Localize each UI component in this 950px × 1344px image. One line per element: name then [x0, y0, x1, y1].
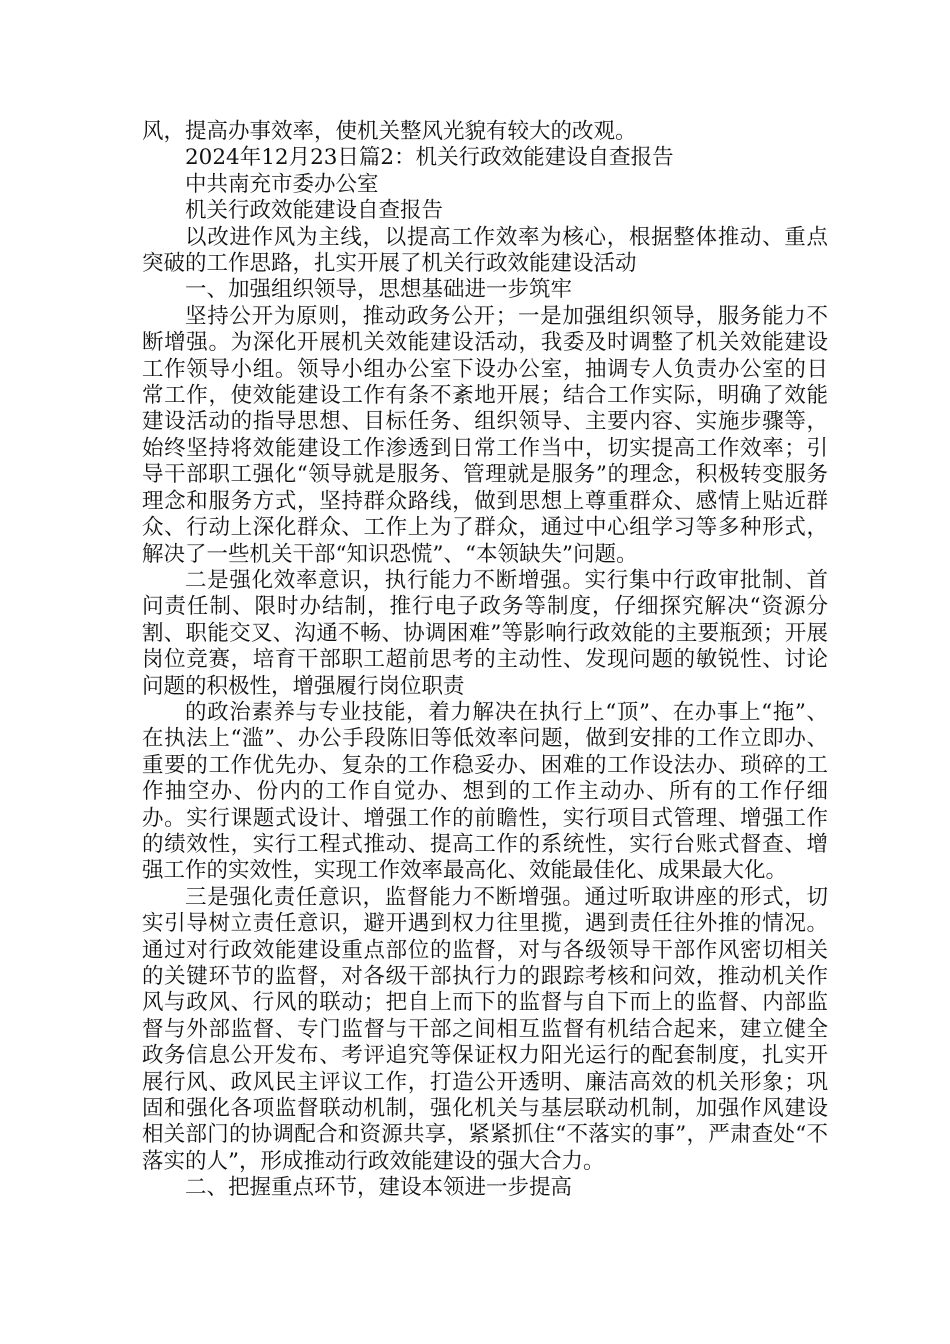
paragraph-continuation: 风，提高办事效率，使机关整风光貌有较大的改观。 — [142, 119, 637, 144]
paragraph-political-literacy: 的政治素养与专业技能，着力解决在执行上“顶”、在办事上“拖”、在执法上“滥”、办公手段陈旧等低效率问题，做到安排的工作立即办、重要的工作优先办、复杂的工作稳妥办、困难的工作设法办、琐碎的工作抽空办、份内的工作自觉办、想到的工作主动办、所有的工作仔细办。实行课题式设计、增强工作的前瞻性，实行项目式管理、增强工作的绩效性，实行工程式推动、提高工作的系统性，实行台账式督查、增强工作的实效性，实现工作效率最高化、效能最佳化、成果最大化。 — [142, 699, 828, 884]
paragraph-efficiency-awareness: 二是强化效率意识，执行能力不断增强。实行集中行政审批制、首问责任制、限时办结制，推行电子政务等制度，仔细探究解决“资源分割、职能交叉、沟通不畅、协调困难”等影响行政效能的主要瓶颈；开展岗位竞赛，培育干部职工超前思考的主动性、发现问题的敏锐性、讨论问题的积极性，增强履行岗位职责 — [142, 567, 828, 699]
section-heading-2: 二、把握重点环节，建设本领进一步提高 — [185, 1175, 573, 1201]
paragraph-organization-leadership: 坚持公开为原则，推动政务公开；一是加强组织领导，服务能力不断增强。为深化开展机关效能建设活动，我委及时调整了机关效能建设工作领导小组。领导小组办公室下设办公室，抽调专人负责办公室的日常工作，使效能建设工作有条不紊地开展；结合工作实际，明确了效能建设活动的指导思想、目标任务、组织领导、主要内容、实施步骤等，始终坚持将效能建设工作渗透到日常工作当中，切实提高工作效率；引导干部职工强化“领导就是服务、管理就是服务”的理念，积极转变服务理念和服务方式，坚持群众路线，做到思想上尊重群众、感情上贴近群众、行动上深化群众、工作上为了群众，通过中心组学习等多种形式，解决了一些机关干部“知识恐慌”、“本领缺失”问题。 — [142, 303, 828, 567]
paragraph-report-title: 机关行政效能建设自查报告 — [185, 198, 444, 224]
paragraph-intro: 以改进作风为主线，以提高工作效率为核心，根据整体推动、重点突破的工作思路，扎实开展了机关行政效能建设活动 — [142, 224, 828, 277]
paragraph-date-heading: 2024年12月23日篇2：机关行政效能建设自查报告 — [185, 145, 674, 171]
paragraph-organization: 中共南充市委办公室 — [185, 171, 379, 197]
document-body — [142, 119, 828, 1202]
paragraph-responsibility-awareness: 三是强化责任意识，监督能力不断增强。通过听取讲座的形式，切实引导树立责任意识，避开遇到权力往里揽，遇到责任往外推的情况。通过对行政效能建设重点部位的监督，对与各级领导干部作风密切相关的关键环节的监督，对各级干部执行力的跟踪考核和问效，推动机关作风与政风、行风的联动；把自上而下的监督与自下而上的监督、内部监督与外部监督、专门监督与干部之间相互监督有机结合起来，建立健全政务信息公开发布、考评追究等保证权力阳光运行的配套制度，扎实开展行风、政风民主评议工作，打造公开透明、廉洁高效的机关形象；巩固和强化各项监督联动机制，强化机关与基层联动机制，加强作风建设相关部门的协调配合和资源共享，紧紧抓住“不落实的事”，严肃查处“不落实的人”，形成推动行政效能建设的强大合力。 — [142, 884, 828, 1174]
section-heading-1: 一、加强组织领导，思想基础进一步筑牢 — [185, 277, 573, 303]
